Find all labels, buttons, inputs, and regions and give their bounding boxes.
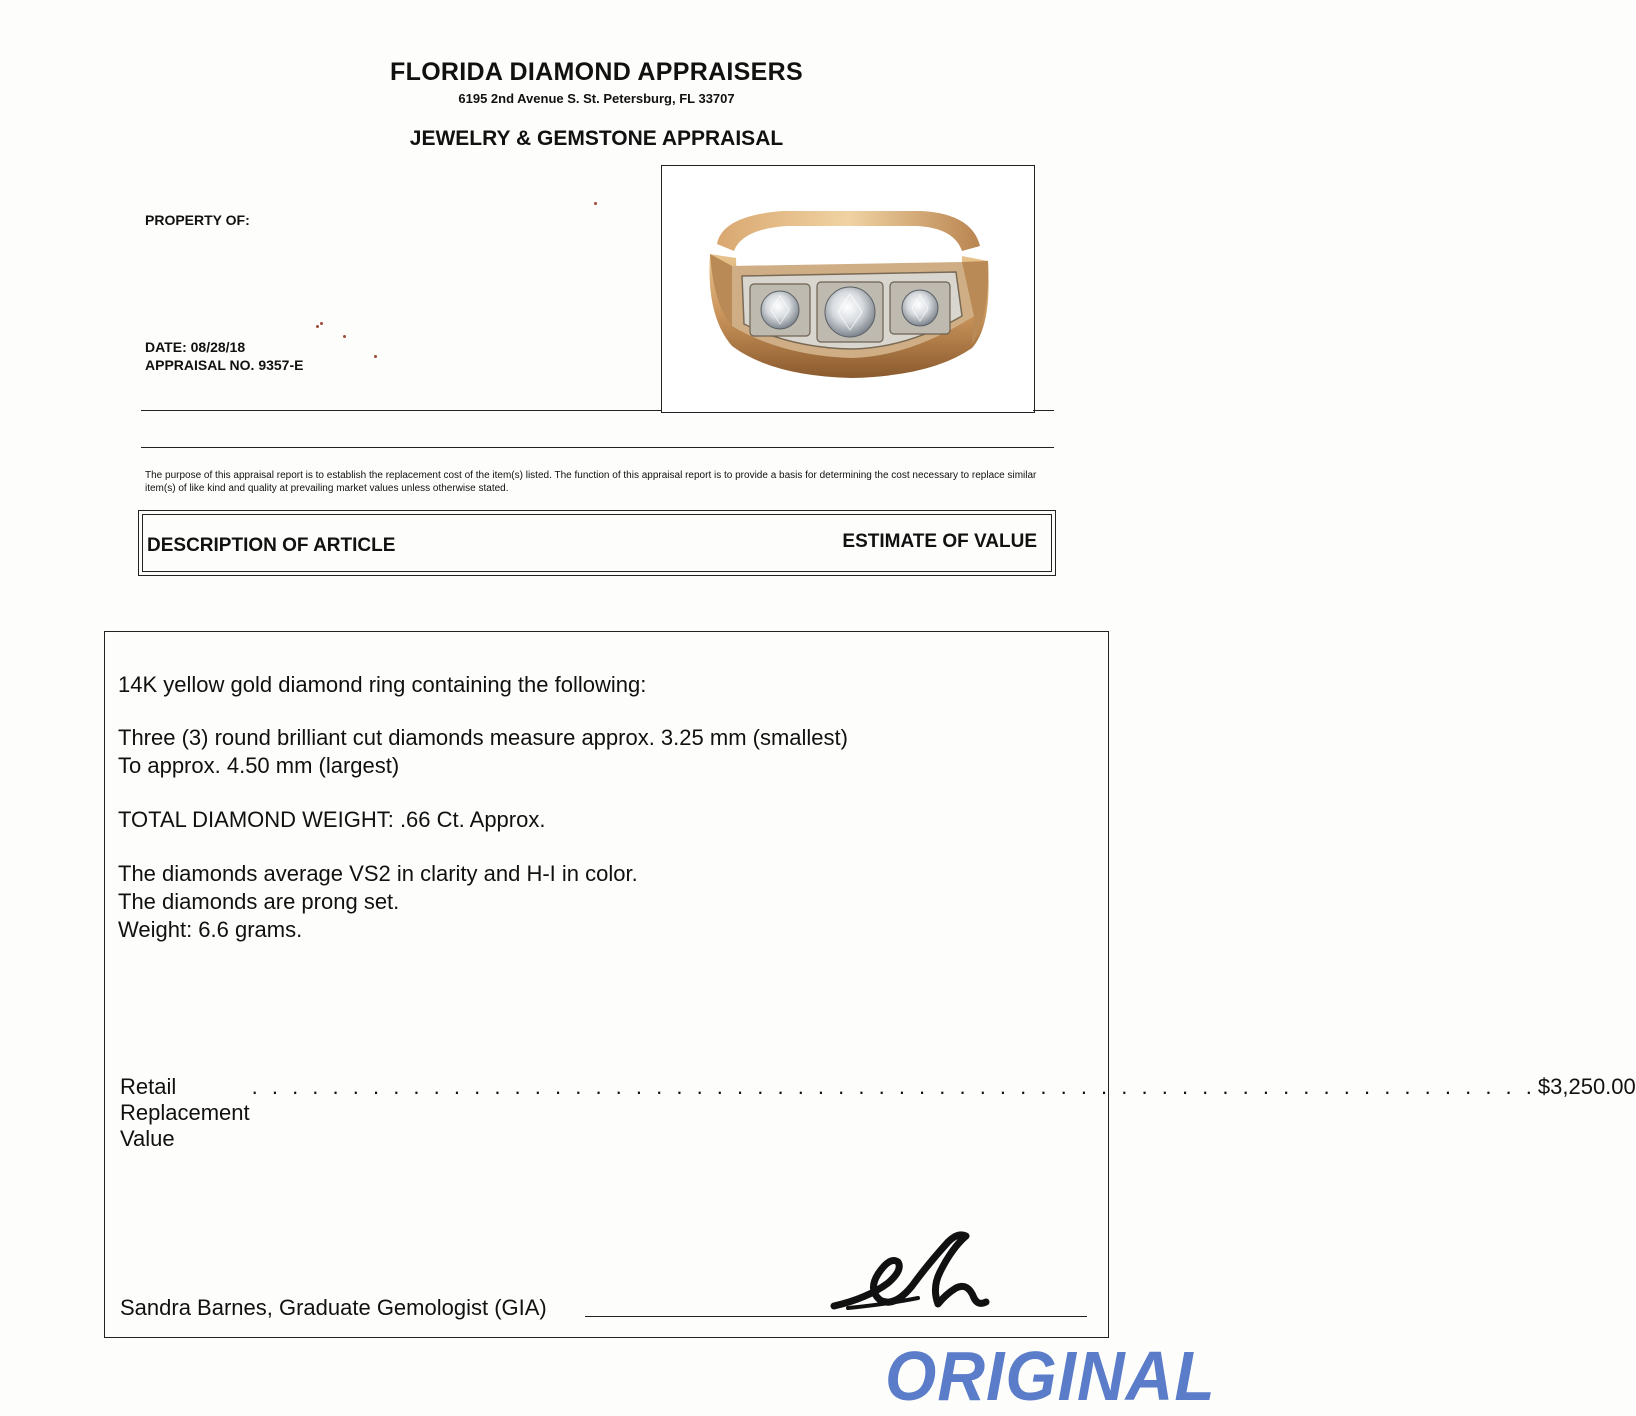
appraisal-number: APPRAISAL NO. 9357-E xyxy=(145,357,304,373)
description-header: DESCRIPTION OF ARTICLE xyxy=(147,535,396,556)
company-address: 6195 2nd Avenue S. St. Petersburg, FL 33707 xyxy=(458,91,735,106)
scan-speck xyxy=(374,355,377,358)
quality-line-1: The diamonds average VS2 in clarity and H-I in color. xyxy=(118,861,638,886)
ring-photo xyxy=(661,165,1035,413)
original-stamp: ORIGINAL xyxy=(885,1337,1216,1415)
stones-line-2: To approx. 4.50 mm (largest) xyxy=(118,753,400,778)
divider-line xyxy=(141,410,661,411)
valuation-amount: $3,250.00 xyxy=(1537,1074,1636,1099)
divider-line xyxy=(141,447,1054,448)
scan-speck xyxy=(343,335,346,338)
scan-speck xyxy=(320,322,323,325)
stones-line-1: Three (3) round brilliant cut diamonds measure approx. 3.25 mm (smallest) xyxy=(118,725,848,750)
valuation-label: Retail Replacement Value xyxy=(120,1074,250,1151)
purpose-statement: The purpose of this appraisal report is to establish the replacement cost of the item(s) listed. The function of this appraisal report is to provide a basis for determining the cost necessary to replace similar item(s) of like kind and quality at prevailing market values unless otherwise stated. xyxy=(145,470,1037,494)
table-header xyxy=(138,510,1056,576)
estimate-header: ESTIMATE OF VALUE xyxy=(842,531,1037,552)
date-field: DATE: 08/28/18 xyxy=(145,339,246,355)
quality-line-2: The diamonds are prong set. xyxy=(118,889,400,914)
dot-leader: . . . . . . . . . . . . . . . . . . . . . . . . . . . . . . . . . . . . . . . . . . . . . . . . . . . . . . . . . . . . . . . . xyxy=(251,1074,1536,1099)
company-name: FLORIDA DIAMOND APPRAISERS xyxy=(390,58,803,86)
signer-name: Sandra Barnes, Graduate Gemologist (GIA) xyxy=(120,1295,547,1320)
valuation-row xyxy=(120,1074,1636,1152)
description-intro: 14K yellow gold diamond ring containing the following: xyxy=(118,672,647,697)
scan-speck xyxy=(594,202,597,205)
total-diamond-weight: TOTAL DIAMOND WEIGHT: .66 Ct. Approx. xyxy=(118,807,546,832)
divider-line xyxy=(1033,410,1054,411)
quality-line-3: Weight: 6.6 grams. xyxy=(118,917,303,942)
handwritten-signature xyxy=(828,1228,993,1318)
document-title: JEWELRY & GEMSTONE APPRAISAL xyxy=(409,127,784,150)
ring-illustration xyxy=(662,166,1034,412)
table-header-inner xyxy=(142,514,1052,572)
property-of-label: PROPERTY OF: xyxy=(145,212,250,228)
scan-speck xyxy=(316,325,319,328)
